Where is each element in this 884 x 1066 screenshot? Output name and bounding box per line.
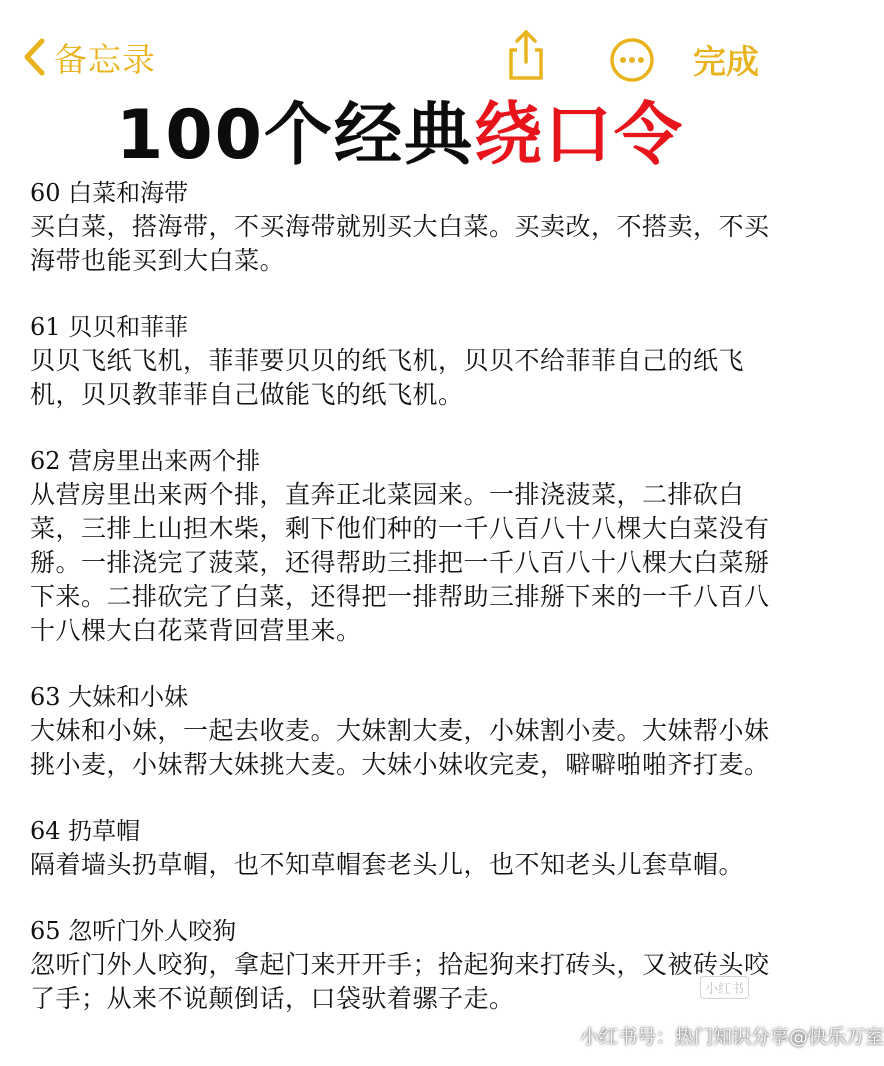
tongue-twister-entry [30,444,775,648]
entry-title: 65 忽听门外人咬狗 [30,917,237,945]
entry-body: 买白菜，搭海带，不买海带就别买大白菜。买卖改，不搭卖，不买海带也能买到大白菜。 [30,212,770,275]
done-button[interactable]: 完成 [693,42,759,81]
entry-body: 从营房里出来两个排，直奔正北菜园来。一排浇菠菜，二排砍白菜，三排上山担木柴，剩下他们种的一千八百八十八棵大白菜没有掰。一排浇完了菠菜，还得帮助三排把一千八百八十八棵大白菜掰下来。二排砍完了白菜，还得把一排帮助三排掰下来的一千八百八十八棵大白花菜背回营里来。 [30,480,770,645]
share-button[interactable] [503,28,549,82]
back-label: 备忘录 [54,39,156,79]
watermark-text: 小红书号：热门知识分享@快乐万室 [580,1026,884,1048]
tongue-twister-entry [30,914,775,1016]
back-button[interactable] [22,30,156,84]
note-title [0,96,800,176]
watermark-logo: 小红书 [700,976,749,999]
tongue-twister-entry [30,176,775,278]
note-title-part2: 绕口令 [473,96,684,175]
entry-body: 贝贝飞纸飞机，菲菲要贝贝的纸飞机，贝贝不给菲菲自己的纸飞机，贝贝教菲菲自己做能飞的纸飞机。 [30,346,745,409]
more-button[interactable] [608,36,656,84]
navigation-bar [0,0,800,110]
note-title-part1: 100个经典 [116,96,474,175]
note-content[interactable] [30,176,775,1048]
tongue-twister-entry [30,814,775,882]
share-icon [503,67,549,86]
entry-body: 忽听门外人咬狗，拿起门来开开手；拾起狗来打砖头，又被砖头咬了手；从来不说颠倒话，口袋驮着骡子走。 [30,950,770,1013]
entry-title: 64 扔草帽 [30,817,141,845]
entry-title: 63 大妹和小妹 [30,683,189,711]
entry-title: 62 营房里出来两个排 [30,447,261,475]
tongue-twister-entry [30,680,775,782]
more-icon [608,69,656,88]
entry-body: 大妹和小妹，一起去收麦。大妹割大麦，小妹割小麦。大妹帮小妹挑小麦，小妹帮大妹挑大麦。大妹小妹收完麦，噼噼啪啪齐打麦。 [30,716,770,779]
entry-title: 60 白菜和海带 [30,179,189,207]
tongue-twister-entry [30,310,775,412]
chevron-left-icon [22,37,46,77]
entry-body: 隔着墙头扔草帽，也不知草帽套老头儿，也不知老头儿套草帽。 [30,850,745,879]
entry-title: 61 贝贝和菲菲 [30,313,189,341]
